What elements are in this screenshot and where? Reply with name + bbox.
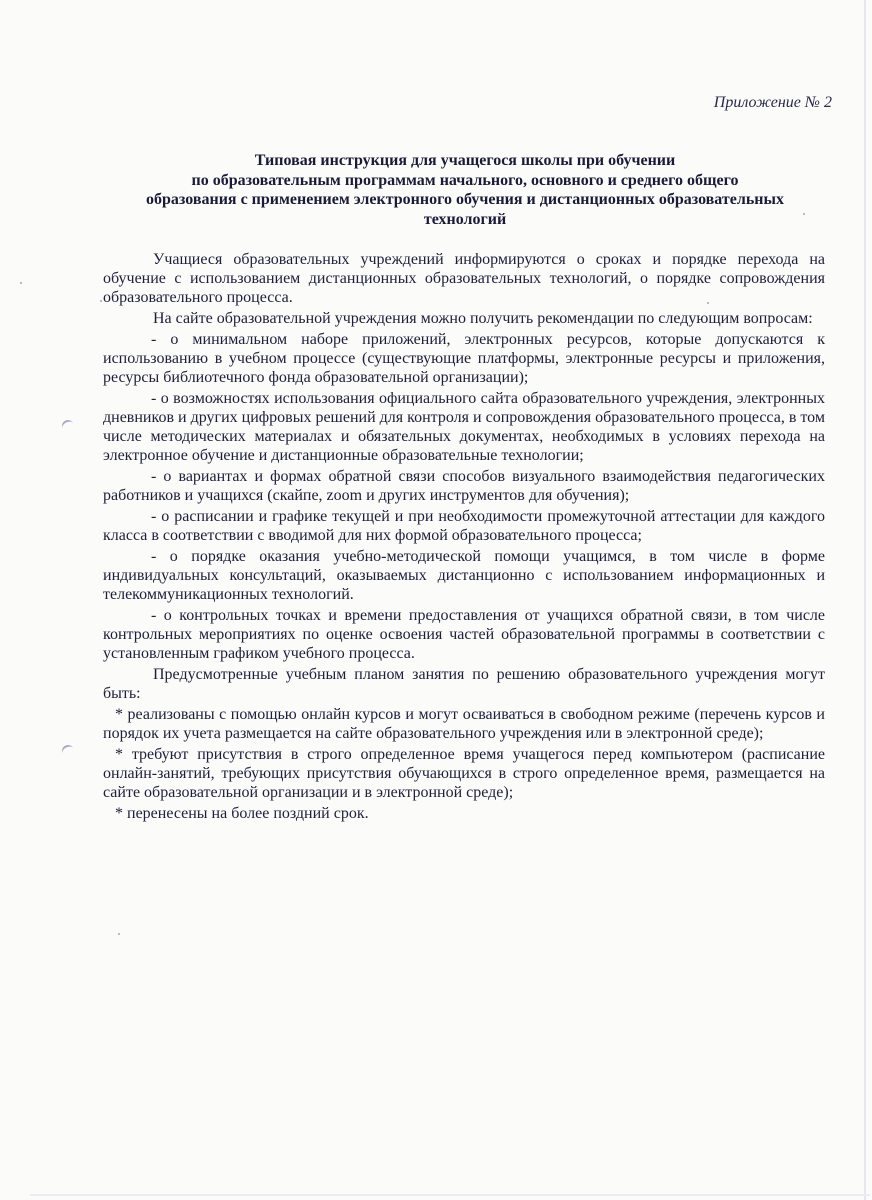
scan-speck <box>100 300 102 302</box>
scan-bottom-edge <box>30 1194 870 1196</box>
title-line-3: образования с применением электронного обучения и дистанционных образовательных <box>146 191 784 208</box>
hole-punch-mark <box>60 418 76 434</box>
document-body <box>103 250 825 825</box>
title-line-4: технологий <box>423 210 507 228</box>
list-item: - о возможностях использования официального сайта образовательного учреждения, электронных дневников и других цифровых решений для контроля и сопровождения образовательного процесса, в том числе методических материалах и обязательных документах, необходимых в условиях перехода на электронное обучение и дистанционные образовательные технологии; <box>103 390 825 464</box>
bullet-item: * перенесены на более поздний срок. <box>115 805 369 822</box>
appendix-label: Приложение № 2 <box>713 94 832 111</box>
title-line-1: Типовая инструкция для учащегося школы при обучении <box>254 152 676 169</box>
paragraph-site-recommendations: На сайте образовательной учреждения можно получить рекомендации по следующим вопросам: <box>153 310 813 327</box>
list-item: - о порядке оказания учебно-методической помощи учащимся, в том числе в форме индивидуальных консультаций, оказываемых дистанционно с использованием информационных и телекоммуникационных технологий. <box>103 548 825 603</box>
scan-speck <box>118 933 120 935</box>
scan-speck <box>707 302 709 304</box>
list-item: - о контрольных точках и времени предоставления от учащихся обратной связи, в том числе контрольных мероприятиях по оценке освоения частей образовательной программы в соответствии с установленным графиком учебного процесса. <box>103 607 825 662</box>
document-title <box>100 151 830 229</box>
scan-speck <box>803 213 805 215</box>
list-item: - о вариантах и формах обратной связи способов визуального взаимодействия педагогических работников и учащихся (скайпе, zoom и других инструментов для обучения); <box>103 468 825 504</box>
hole-punch-mark <box>60 743 76 759</box>
title-line-2: по образовательным программам начального, основного и среднего общего <box>191 171 739 189</box>
bullet-item: * требуют присутствия в строго определенное время учащегося перед компьютером (расписание онлайн-занятий, требующих присутствия обучающихся в строго определенное время, размещается на сайте образовательной организации и в электронной среде); <box>103 746 825 801</box>
bullet-item: * реализованы с помощью онлайн курсов и могут осваиваться в свободном режиме (перечень курсов и порядок их учета размещается на сайте образовательного учреждения или в электронной среде); <box>103 706 825 742</box>
paragraph-planned-classes: Предусмотренные учебным планом занятия по решению образовательного учреждения могут быть: <box>103 666 825 702</box>
paragraph-intro: Учащиеся образовательных учреждений информируются о сроках и порядке перехода на обучение с использованием дистанционных образовательных технологий, о порядке сопровождения образовательного процесса. <box>103 251 825 306</box>
list-item: - о минимальном наборе приложений, электронных ресурсов, которые допускаются к использованию в учебном процессе (существующие платформы, электронные ресурсы и приложения, ресурсы библиотечного фонда образовательной организации); <box>103 331 825 386</box>
scan-edge <box>864 0 866 1200</box>
list-item: - о расписании и графике текущей и при необходимости промежуточной аттестации для каждого класса в соответствии с вводимой для них формой образовательного процесса; <box>103 508 825 544</box>
scan-speck <box>20 282 22 284</box>
